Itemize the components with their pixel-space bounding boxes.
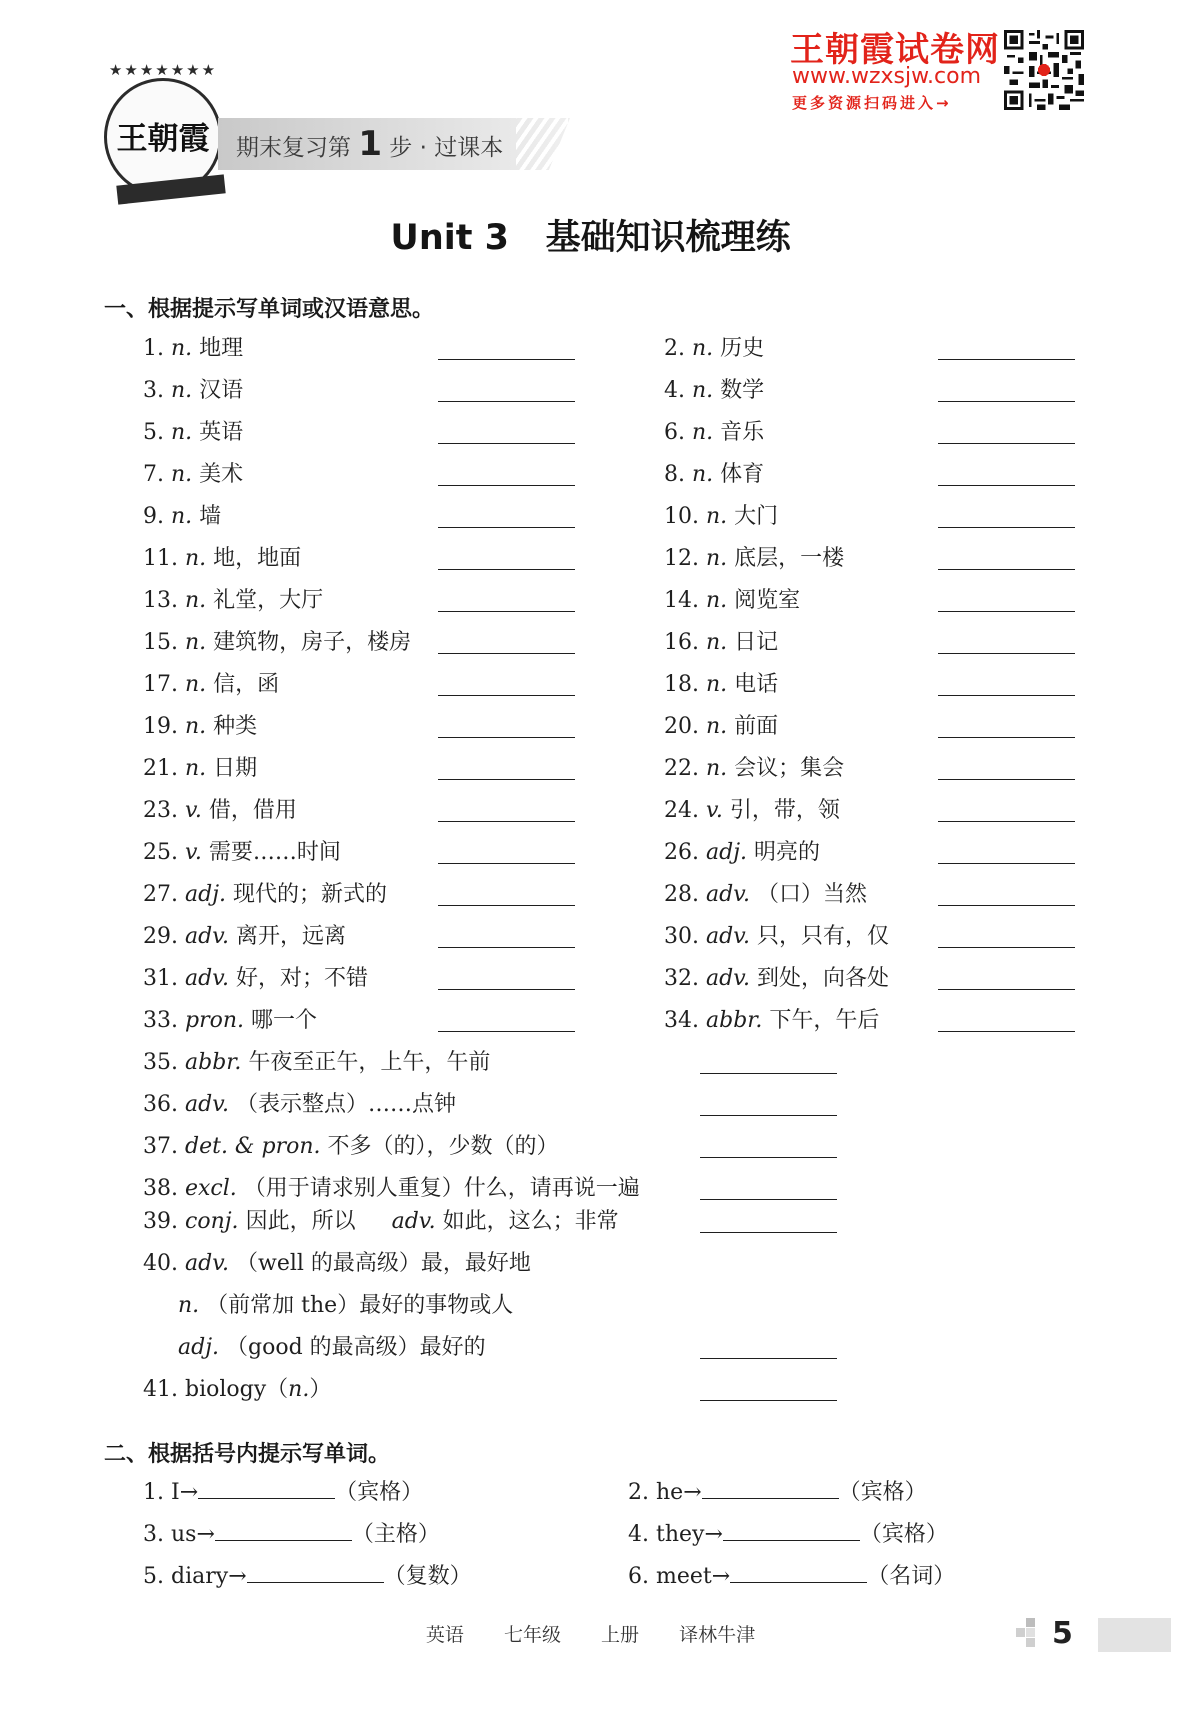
question-hint: 信，函 [213, 672, 280, 697]
part-of-speech: v. [185, 840, 202, 865]
part-of-speech: adv. [185, 924, 230, 949]
question-hint: （用于请求别人重复）什么，请再说一遍 [243, 1176, 640, 1201]
answer-blank-2[interactable] [938, 359, 1075, 360]
answer-blank-4[interactable] [938, 401, 1075, 402]
part-of-speech: n. [185, 714, 207, 739]
section2-item-4 [628, 1518, 948, 1552]
question-number: 34. [664, 1008, 699, 1033]
hint-label: （主格） [351, 1522, 440, 1547]
question-hint: 日期 [213, 756, 258, 781]
question-hint: 大门 [734, 504, 779, 529]
question-number: 28. [664, 882, 699, 907]
question-number: 36. [143, 1092, 178, 1117]
question-hint: 体育 [720, 462, 765, 487]
answer-blank-30[interactable] [938, 947, 1075, 948]
answer-blank[interactable] [247, 1560, 384, 1583]
question-hint: 因此，所以 [245, 1209, 356, 1234]
question-number: 3. [143, 1522, 164, 1547]
base-word: meet [656, 1564, 712, 1589]
answer-blank-10[interactable] [938, 527, 1075, 528]
question-number: 20. [664, 714, 699, 739]
question-20 [664, 710, 778, 744]
part-of-speech: n. [185, 588, 207, 613]
seal-ribbon [116, 174, 225, 204]
answer-blank-35[interactable] [700, 1073, 837, 1074]
answer-blank-40[interactable] [700, 1358, 837, 1359]
question-number: 13. [143, 588, 178, 613]
question-8 [664, 458, 764, 492]
hint-label: （宾格） [838, 1480, 927, 1505]
question-hint: 地，地面 [213, 546, 302, 571]
question-40-line1 [143, 1247, 531, 1281]
answer-blank-12[interactable] [938, 569, 1075, 570]
answer-blank[interactable] [215, 1518, 352, 1541]
part-of-speech: abbr. [706, 1008, 763, 1033]
qr-code-icon[interactable] [1004, 30, 1084, 110]
answer-blank-26[interactable] [938, 863, 1075, 864]
question-number: 12. [664, 546, 699, 571]
question-number: 30. [664, 924, 699, 949]
question-number: 10. [664, 504, 699, 529]
part-of-speech: conj. [185, 1209, 239, 1234]
question-number: 35. [143, 1050, 178, 1075]
answer-blank-14[interactable] [938, 611, 1075, 612]
question-9 [143, 500, 221, 534]
question-number: 24. [664, 798, 699, 823]
question-number: 5. [143, 420, 164, 445]
part-of-speech: n. [288, 1377, 310, 1402]
arrow-icon: → [704, 1522, 723, 1547]
section2-item-3 [143, 1518, 440, 1552]
question-number: 25. [143, 840, 178, 865]
question-26 [664, 836, 820, 870]
answer-blank-25[interactable] [438, 863, 575, 864]
question-29 [143, 920, 346, 954]
step-number: 1 [358, 124, 382, 164]
question-5 [143, 416, 243, 450]
question-hint: （well 的最高级）最，最好地 [236, 1251, 531, 1276]
answer-blank-6[interactable] [938, 443, 1075, 444]
answer-blank-5[interactable] [438, 443, 575, 444]
question-number: 1. [143, 336, 164, 361]
question-number: 41. [143, 1377, 178, 1402]
question-number: 19. [143, 714, 178, 739]
part-of-speech-2: adv. [391, 1209, 436, 1234]
part-of-speech: excl. [185, 1176, 237, 1201]
answer-blank-31[interactable] [438, 989, 575, 990]
question-hint: 不多（的），少数（的） [327, 1134, 559, 1159]
answer-blank-9[interactable] [438, 527, 575, 528]
question-23 [143, 794, 297, 828]
question-22 [664, 752, 844, 786]
part-of-speech: n. [692, 378, 714, 403]
part-of-speech: adj. [185, 882, 227, 907]
answer-blank[interactable] [730, 1560, 867, 1583]
question-35 [143, 1046, 490, 1080]
part-of-speech: v. [706, 798, 723, 823]
answer-blank-32[interactable] [938, 989, 1075, 990]
question-hint-2: 如此，这么；非常 [442, 1209, 619, 1234]
question-number: 32. [664, 966, 699, 991]
question-hint: 历史 [720, 336, 765, 361]
question-number: 1. [143, 1480, 164, 1505]
section2-item-1 [143, 1476, 423, 1510]
part-of-speech: n. [706, 756, 728, 781]
question-number: 40. [143, 1251, 178, 1276]
question-number: 23. [143, 798, 178, 823]
question-33 [143, 1004, 317, 1038]
question-12 [664, 542, 844, 576]
hint-label: （宾格） [859, 1522, 948, 1547]
question-17 [143, 668, 279, 702]
base-word: I [171, 1480, 180, 1505]
part-of-speech: n. [692, 420, 714, 445]
question-number: 8. [664, 462, 685, 487]
question-number: 33. [143, 1008, 178, 1033]
question-32 [664, 962, 889, 996]
footer-squares-icon [1016, 1618, 1046, 1648]
question-36 [143, 1088, 456, 1122]
question-hint: 种类 [213, 714, 258, 739]
question-number: 11. [143, 546, 178, 571]
part-of-speech: n. [706, 546, 728, 571]
question-hint: 现代的；新式的 [233, 882, 388, 907]
answer-blank-17[interactable] [438, 695, 575, 696]
part-of-speech: adv. [706, 882, 751, 907]
question-16 [664, 626, 778, 660]
answer-blank-3[interactable] [438, 401, 575, 402]
part-of-speech: n. [171, 504, 193, 529]
question-number: 3. [143, 378, 164, 403]
answer-blank-19[interactable] [438, 737, 575, 738]
answer-blank-39[interactable] [700, 1232, 837, 1233]
answer-blank-28[interactable] [938, 905, 1075, 906]
part-of-speech: v. [185, 798, 202, 823]
question-hint: 数学 [720, 378, 765, 403]
question-number: 27. [143, 882, 178, 907]
arrow-icon: → [683, 1480, 702, 1505]
question-28 [664, 878, 867, 912]
question-27 [143, 878, 387, 912]
part-of-speech: n. [171, 420, 193, 445]
question-hint: 哪一个 [251, 1008, 318, 1033]
seal-stars: ★★★★★★★ [108, 61, 218, 79]
answer-blank-16[interactable] [938, 653, 1075, 654]
unit-title: Unit 3 基础知识梳理练 [390, 218, 791, 258]
hint-label: （名词） [867, 1564, 956, 1589]
part-of-speech: adv. [185, 1251, 230, 1276]
hint-label: （复数） [383, 1564, 472, 1589]
question-hint: 地理 [199, 336, 244, 361]
answer-blank-33[interactable] [438, 1031, 575, 1032]
question-34 [664, 1004, 879, 1038]
part-of-speech: n. [171, 336, 193, 361]
question-number: 6. [664, 420, 685, 445]
question-number: 6. [628, 1564, 649, 1589]
question-hint: 建筑物，房子，楼房 [213, 630, 412, 655]
question-hint: 到处，向各处 [757, 966, 890, 991]
part-of-speech: n. [171, 378, 193, 403]
question-18 [664, 668, 778, 702]
question-number: 17. [143, 672, 178, 697]
part-of-speech: n. [185, 630, 207, 655]
answer-blank-36[interactable] [700, 1115, 837, 1116]
brand-url[interactable]: www.wzxsjw.com [792, 64, 982, 89]
answer-blank-7[interactable] [438, 485, 575, 486]
question-11 [143, 542, 301, 576]
question-number: 38. [143, 1176, 178, 1201]
question-number: 5. [143, 1564, 164, 1589]
answer-blank-1[interactable] [438, 359, 575, 360]
part-of-speech: n. [706, 672, 728, 697]
part-of-speech: n. [692, 462, 714, 487]
question-25 [143, 836, 341, 870]
answer-blank-37[interactable] [700, 1157, 837, 1158]
question-number: 4. [628, 1522, 649, 1547]
question-number: 21. [143, 756, 178, 781]
answer-blank-27[interactable] [438, 905, 575, 906]
answer-blank-22[interactable] [938, 779, 1075, 780]
question-10 [664, 500, 778, 534]
question-hint: 下午，午后 [769, 1008, 880, 1033]
part-of-speech: n. [692, 336, 714, 361]
question-31 [143, 962, 368, 996]
question-38 [143, 1172, 640, 1206]
question-6 [664, 416, 764, 450]
part-of-speech: n. [706, 630, 728, 655]
base-word: us [171, 1522, 197, 1547]
question-hint: 底层，一楼 [734, 546, 845, 571]
part-of-speech: adj. [706, 840, 748, 865]
question-4 [664, 374, 764, 408]
question-hint: 礼堂，大厅 [213, 588, 324, 613]
answer-blank-38[interactable] [700, 1199, 837, 1200]
arrow-icon: → [711, 1564, 731, 1589]
question-hint: 需要……时间 [208, 840, 341, 865]
brand-name: 王朝霞试卷网 [790, 30, 1000, 70]
question-close-paren: ） [309, 1377, 332, 1402]
section2-item-2 [628, 1476, 927, 1510]
answer-blank[interactable] [723, 1518, 860, 1541]
part-of-speech: n. [185, 672, 207, 697]
part-of-speech: n. [706, 588, 728, 613]
part-of-speech: abbr. [185, 1050, 242, 1075]
question-24 [664, 794, 840, 828]
question-39 [143, 1205, 619, 1239]
part-of-speech: det. & pron. [185, 1134, 321, 1159]
arrow-icon: → [196, 1522, 215, 1547]
question-37 [143, 1130, 559, 1164]
section2-heading: 二、根据括号内提示写单词。 [104, 1442, 391, 1467]
answer-blank-20[interactable] [938, 737, 1075, 738]
question-number: 29. [143, 924, 178, 949]
question-2 [664, 332, 764, 366]
question-number: 18. [664, 672, 699, 697]
base-word: he [656, 1480, 684, 1505]
part-of-speech: adv. [185, 1092, 230, 1117]
answer-blank-18[interactable] [938, 695, 1075, 696]
question-hint: 英语 [199, 420, 244, 445]
question-number: 14. [664, 588, 699, 613]
answer-blank-24[interactable] [938, 821, 1075, 822]
footer-bar [1098, 1618, 1171, 1652]
page-number: 5 [1052, 1616, 1073, 1651]
section2-item-5 [143, 1560, 472, 1594]
answer-blank[interactable] [198, 1476, 335, 1499]
answer-blank[interactable] [702, 1476, 839, 1499]
question-15 [143, 626, 411, 660]
question-number: 16. [664, 630, 699, 655]
question-hint: （表示整点）……点钟 [236, 1092, 457, 1117]
question-hint: 阅览室 [734, 588, 801, 613]
question-number: 22. [664, 756, 699, 781]
question-21 [143, 752, 257, 786]
question-hint: （前常加 the）最好的事物或人 [206, 1293, 514, 1318]
answer-blank-23[interactable] [438, 821, 575, 822]
question-7 [143, 458, 243, 492]
step-banner-text [236, 118, 503, 170]
question-40-line2 [178, 1289, 513, 1323]
part-of-speech: n. [171, 462, 193, 487]
question-number: 26. [664, 840, 699, 865]
question-word: biology（ [185, 1377, 289, 1402]
answer-blank-34[interactable] [938, 1031, 1075, 1032]
hint-label: （宾格） [335, 1480, 424, 1505]
question-number: 2. [628, 1480, 649, 1505]
part-of-speech: n. [706, 714, 728, 739]
banner-stripes [516, 118, 568, 170]
part-of-speech: n. [185, 546, 207, 571]
seal-name: 王朝霞 [116, 121, 210, 157]
answer-blank-8[interactable] [938, 485, 1075, 486]
base-word: diary [171, 1564, 229, 1589]
question-number: 37. [143, 1134, 178, 1159]
section2-item-6 [628, 1560, 955, 1594]
part-of-speech: pron. [185, 1008, 245, 1033]
question-number: 9. [143, 504, 164, 529]
question-hint: 汉语 [199, 378, 244, 403]
question-number: 15. [143, 630, 178, 655]
brand-tip: 更多资源扫码进入→ [792, 94, 952, 112]
question-number: 7. [143, 462, 164, 487]
question-40-line3 [178, 1331, 486, 1365]
answer-blank-11[interactable] [438, 569, 575, 570]
question-hint: 引，带，领 [729, 798, 840, 823]
question-number: 31. [143, 966, 178, 991]
question-number: 2. [664, 336, 685, 361]
answer-blank-21[interactable] [438, 779, 575, 780]
part-of-speech: n. [178, 1293, 200, 1318]
part-of-speech: n. [706, 504, 728, 529]
part-of-speech: adv. [185, 966, 230, 991]
question-hint: 午夜至正午，上午，午前 [248, 1050, 491, 1075]
question-hint: 前面 [734, 714, 779, 739]
base-word: they [656, 1522, 705, 1547]
question-hint: 日记 [734, 630, 779, 655]
question-14 [664, 584, 800, 618]
part-of-speech: adj. [178, 1335, 220, 1360]
question-hint: 会议；集会 [734, 756, 845, 781]
question-3 [143, 374, 243, 408]
question-hint: 借，借用 [208, 798, 297, 823]
answer-blank-41[interactable] [700, 1400, 837, 1401]
question-hint: 离开，远离 [236, 924, 347, 949]
question-30 [664, 920, 889, 954]
arrow-icon: → [179, 1480, 199, 1505]
answer-blank-13[interactable] [438, 611, 575, 612]
question-hint: 音乐 [720, 420, 765, 445]
footer-book-info: 英语 七年级 上册 译林牛津 [425, 1624, 756, 1646]
question-hint: 好，对；不错 [236, 966, 369, 991]
question-hint: 墙 [199, 504, 222, 529]
answer-blank-15[interactable] [438, 653, 575, 654]
question-hint: 只，只有，仅 [757, 924, 890, 949]
question-hint: （good 的最高级）最好的 [226, 1335, 486, 1360]
question-13 [143, 584, 323, 618]
part-of-speech: adv. [706, 924, 751, 949]
question-hint: 电话 [734, 672, 779, 697]
question-hint: （口）当然 [757, 882, 868, 907]
step-prefix: 期末复习第 [236, 135, 351, 161]
publisher-seal-logo [104, 61, 222, 196]
question-hint: 明亮的 [754, 840, 821, 865]
arrow-icon: → [228, 1564, 247, 1589]
question-1 [143, 332, 243, 366]
question-19 [143, 710, 257, 744]
question-hint: 美术 [199, 462, 244, 487]
answer-blank-29[interactable] [438, 947, 575, 948]
question-number: 4. [664, 378, 685, 403]
step-suffix: 步 · 过课本 [389, 135, 504, 161]
section1-heading: 一、根据提示写单词或汉语意思。 [104, 297, 435, 322]
question-41 [143, 1373, 331, 1407]
part-of-speech: n. [185, 756, 207, 781]
part-of-speech: adv. [706, 966, 751, 991]
question-number: 39. [143, 1209, 178, 1234]
